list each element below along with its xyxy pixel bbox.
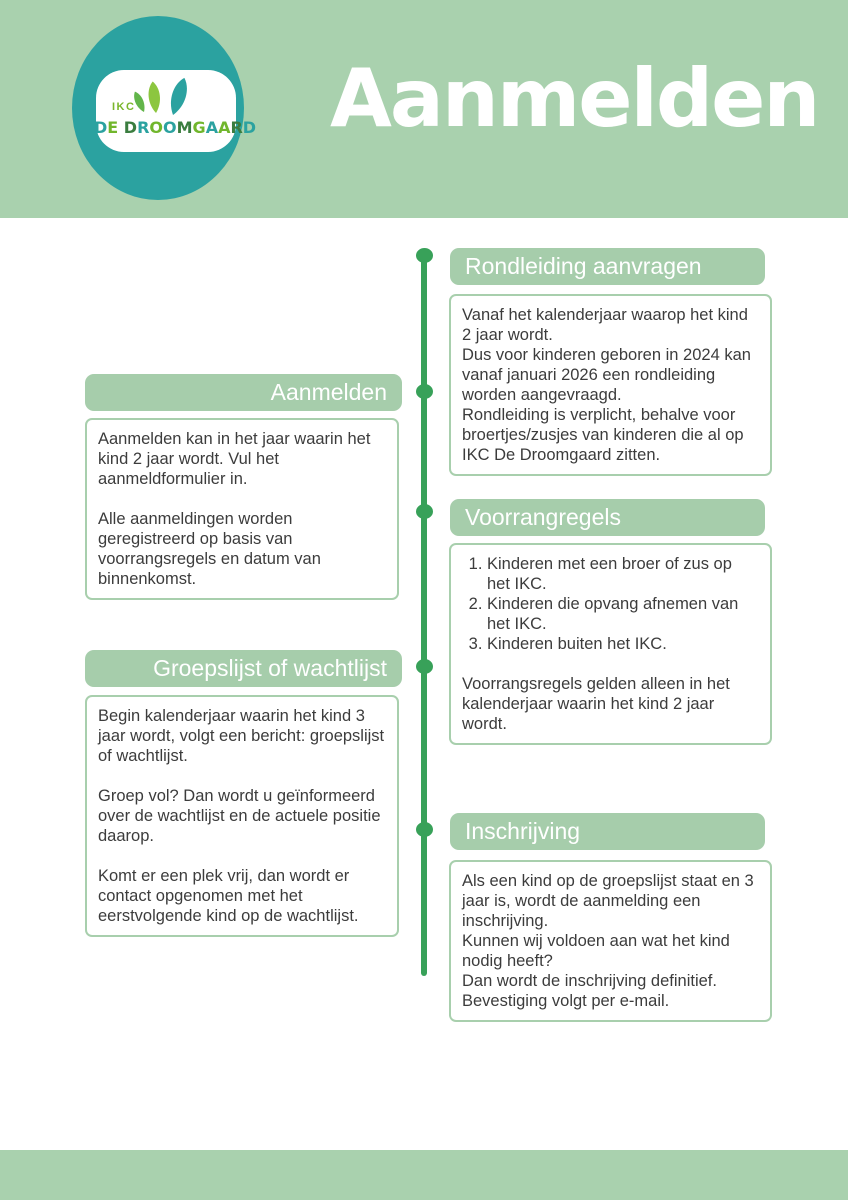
list-item: 2. Kinderen die opvang afnemen van het IKC. xyxy=(487,594,759,634)
paragraph: Dus voor kinderen geboren in 2024 kan vanaf januari 2026 een rondleiding worden aangevraagd. xyxy=(462,346,751,404)
section-box-voorrangregels xyxy=(449,543,772,745)
section-header-groepslijst: Groepslijst of wachtlijst xyxy=(85,650,402,687)
leaves-icon xyxy=(128,72,190,116)
paragraph: Voorrangsregels gelden alleen in het kalenderjaar waarin het kind 2 jaar wordt. xyxy=(462,675,730,733)
paragraph: Aanmelden kan in het jaar waarin het kind 2 jaar wordt. Vul het aanmeldformulier in. xyxy=(98,430,371,488)
priority-rules-list xyxy=(462,554,759,654)
timeline-line xyxy=(421,252,427,976)
timeline-dot xyxy=(416,504,433,519)
section-box-rondleiding xyxy=(449,294,772,476)
paragraph: Dan wordt de inschrijving definitief. xyxy=(462,972,717,990)
list-item: 3. Kinderen buiten het IKC. xyxy=(487,634,759,654)
section-header-inschrijving: Inschrijving xyxy=(450,813,765,850)
section-header-rondleiding: Rondleiding aanvragen xyxy=(450,248,765,285)
section-header-voorrangregels: Voorrangregels xyxy=(450,499,765,536)
timeline-dot xyxy=(416,384,433,399)
section-box-inschrijving xyxy=(449,860,772,1022)
paragraph: Rondleiding is verplicht, behalve voor broertjes/zusjes van kinderen die al op IKC De Droomgaard zitten. xyxy=(462,406,744,464)
timeline-dot xyxy=(416,659,433,674)
footer-band xyxy=(0,1150,848,1200)
timeline-dot xyxy=(416,822,433,837)
paragraph: Als een kind op de groepslijst staat en 3 jaar is, wordt de aanmelding een inschrijving. xyxy=(462,872,754,930)
paragraph: Begin kalenderjaar waarin het kind 3 jaar wordt, volgt een bericht: groepslijst of wachtlijst. xyxy=(98,707,385,765)
logo-name-text: DE DROOMGAARD xyxy=(94,118,257,137)
logo-ikc-text: IKC xyxy=(112,101,136,113)
paragraph: Bevestiging volgt per e-mail. xyxy=(462,992,670,1010)
paragraph: Groep vol? Dan wordt u geïnformeerd over de wachtlijst en de actuele positie daarop. xyxy=(98,787,381,845)
timeline-dot xyxy=(416,248,433,263)
list-item: 1. Kinderen met een broer of zus op het IKC. xyxy=(487,554,759,594)
paragraph: Komt er een plek vrij, dan wordt er contact opgenomen met het eerstvolgende kind op de wachtlijst. xyxy=(98,867,359,925)
section-box-aanmelden xyxy=(85,418,399,600)
section-header-aanmelden: Aanmelden xyxy=(85,374,402,411)
page-title: Aanmelden xyxy=(330,52,819,145)
paragraph: Kunnen wij voldoen aan wat het kind nodig heeft? xyxy=(462,932,730,970)
paragraph: Alle aanmeldingen worden geregistreerd op basis van voorrangsregels en datum van binnenkomst. xyxy=(98,510,321,588)
paragraph: Vanaf het kalenderjaar waarop het kind 2 jaar wordt. xyxy=(462,306,748,344)
section-box-groepslijst xyxy=(85,695,399,937)
